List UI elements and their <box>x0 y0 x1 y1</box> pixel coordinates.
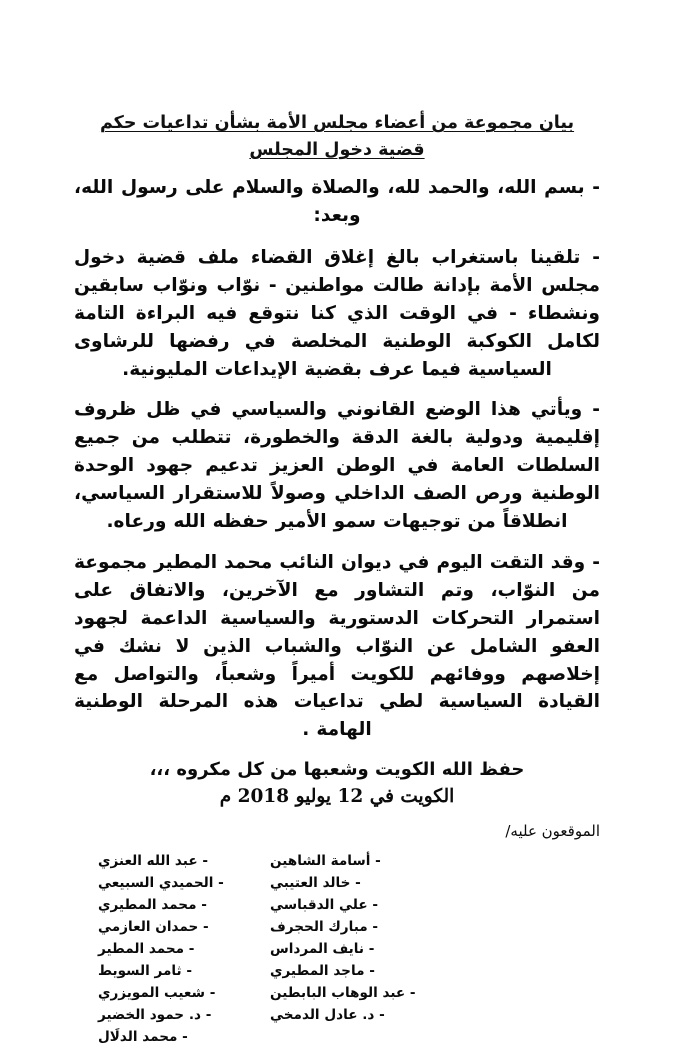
list-item: - أسامة الشاهين <box>270 853 381 870</box>
list-item: - محمد المطير <box>98 941 195 958</box>
list-item: - شعيب المويزري <box>98 985 216 1002</box>
list-item: - خالد العتيبي <box>270 875 361 892</box>
list-item: - د. حمود الخضير <box>98 1007 212 1024</box>
signatories-column-left <box>98 850 250 1048</box>
list-item: - محمد الدلَال <box>98 1029 188 1046</box>
signatories-label: الموقعون عليه/ <box>505 822 600 841</box>
paragraph-opening: - بسم الله، والحمد لله، والصلاة والسلام على رسول الله، وبعد: <box>74 177 600 227</box>
signatories-label-row <box>74 822 600 840</box>
closing-date-line: الكويت في 12 يوليو 2018 م <box>219 786 455 808</box>
paragraph-3: - وقد التقت اليوم في ديوان النائب محمد المطير مجموعة من النوّاب، وتم التشاور مع الآخرين، والاتفاق على استمرار التحركات الدستورية والسياسية الداعمة لجهود العفو الشامل عن النوّاب والشباب الذين لا نشك في إخلاصهم ووفائهم للكويت أميراً وشعباً، والتواصل مع القيادة السياسية لطي تداعيات هذه المرحلة الوطنية الهامة . <box>74 551 600 741</box>
list-item: - محمد المطيري <box>98 897 207 914</box>
document-body <box>74 110 600 1048</box>
paragraph-2: - ويأتي هذا الوضع القانوني والسياسي في ظل ظروف إقليمية ودولية بالغة الدقة والخطورة، تتطلب من جميع السلطات العامة في الوطن العزيز تدعيم جهود الوحدة الوطنية ورص الصف الداخلي وصولاً للاستقرار السياسي، انطلاقاً من توجيهات سمو الأمير حفظه الله ورعاه. <box>74 399 600 533</box>
signatories-column-right <box>270 850 422 1026</box>
page-title: بيان مجموعة من أعضاء مجلس الأمة بشأن تداعيات حكم قضية دخول المجلس <box>99 113 575 161</box>
list-item: - عبد الوهاب البابطين <box>270 985 416 1002</box>
list-item: - عبد الله العنزي <box>98 853 208 870</box>
list-item: - مبارك الحجرف <box>270 919 379 936</box>
list-item: - ثامر السويط <box>98 963 192 980</box>
list-item: - نايف المرداس <box>270 941 375 958</box>
list-item: - الحميدي السبيعي <box>98 875 224 892</box>
list-item: - د. عادل الدمخي <box>270 1007 385 1024</box>
list-item: - علي الدقباسي <box>270 897 378 914</box>
list-item: - ماجد المطيري <box>270 963 375 980</box>
signatories-list <box>74 850 600 1048</box>
paragraph-1: - تلقينا باستغراب بالغ إغلاق القضاء ملف قضية دخول مجلس الأمة بإدانة طالت مواطنين - نوّاب ونوّاب سابقين ونشطاء - في الوقت الذي كنا نتوقع فيه البراءة التامة لكامل الكوكبة الوطنية المخلصة في رفضها للرشاوى السياسية فيما عرف بقضية الإيداعات المليونية. <box>74 247 600 380</box>
closing-supplication: حفظ الله الكويت وشعبها من كل مكروه ،،، <box>149 759 525 781</box>
list-item: - حمدان العازمي <box>98 919 209 936</box>
